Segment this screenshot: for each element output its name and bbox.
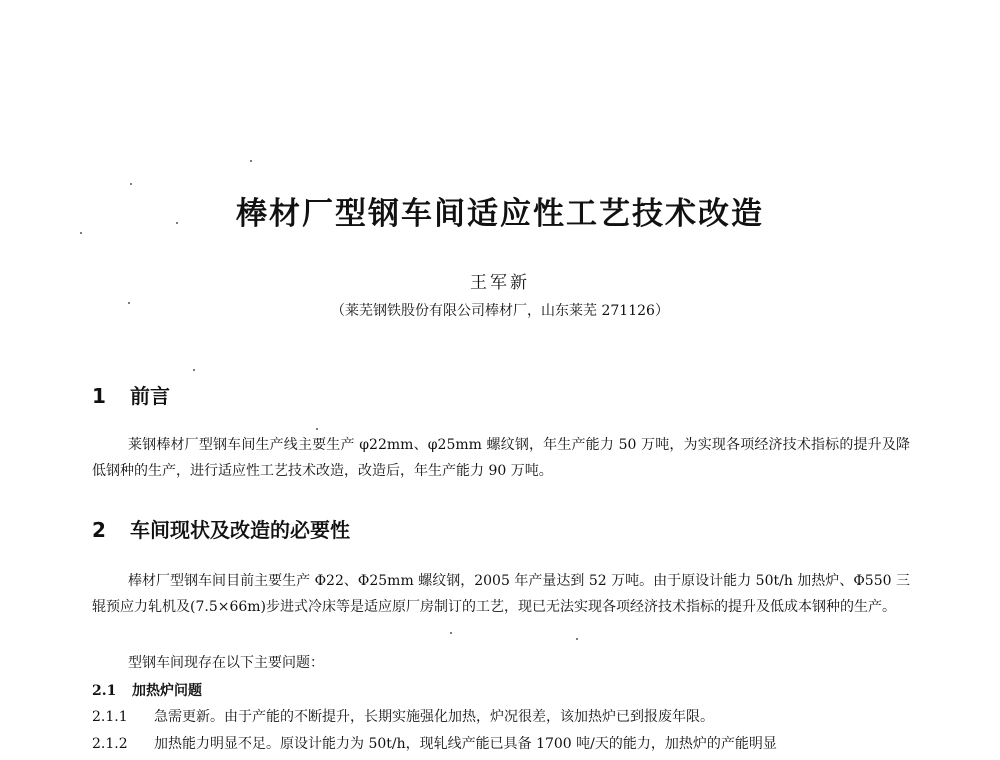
section-number: 1 xyxy=(92,384,106,408)
author-affiliation: （莱芜钢铁股份有限公司棒材厂，山东莱芜 271126） xyxy=(331,303,669,319)
item-number: 2.1.2 xyxy=(92,736,128,752)
item-text: 急需更新。由于产能的不断提升，长期实施强化加热，炉况很差，该加热炉已到报废年限。 xyxy=(154,709,714,725)
section-heading xyxy=(92,514,350,543)
subsection-heading xyxy=(92,680,910,702)
list-item xyxy=(92,706,910,728)
section-title: 前言 xyxy=(130,384,170,408)
section-heading xyxy=(92,380,170,409)
scan-speck xyxy=(130,183,132,185)
scan-speck xyxy=(250,160,252,162)
scan-speck xyxy=(316,428,318,430)
section-paragraph: 莱钢棒材厂型钢车间生产线主要生产 φ22mm、φ25mm 螺纹钢，年生产能力 50 万吨，为实现各项经济技术指标的提升及降低钢种的生产，进行适应性工艺技术改造，改造后，年生产能力 90 万吨。 xyxy=(92,437,910,479)
item-number: 2.1.1 xyxy=(92,709,128,725)
section-paragraph: 棒材厂型钢车间目前主要生产 Φ22、Φ25mm 螺纹钢，2005 年产量达到 52 万吨。由于原设计能力 50t/h 加热炉、Φ550 三辊预应力轧机及(7.5×66m)步进式冷床等是适应原厂房制订的工艺，现已无法实现各项经济技术指标的提升及低成本钢种的生产。 xyxy=(92,573,910,615)
list-item xyxy=(92,733,910,755)
author-name: 王军新 xyxy=(470,273,530,293)
item-text: 加热能力明显不足。原设计能力为 50t/h，现轧线产能已具备 1700 吨/天的能力，加热炉的产能明显 xyxy=(154,736,777,752)
section-title: 车间现状及改造的必要性 xyxy=(130,518,350,542)
section-number: 2 xyxy=(92,518,106,542)
paper-title: 棒材厂型钢车间适应性工艺技术改造 xyxy=(236,196,764,232)
subsection-number: 2.1 xyxy=(92,683,117,699)
scan-speck xyxy=(193,369,195,371)
intro-line: 型钢车间现存在以下主要问题： xyxy=(128,655,324,671)
scan-speck xyxy=(576,638,578,640)
scan-speck xyxy=(450,632,452,634)
subsection-title: 加热炉问题 xyxy=(132,683,202,699)
